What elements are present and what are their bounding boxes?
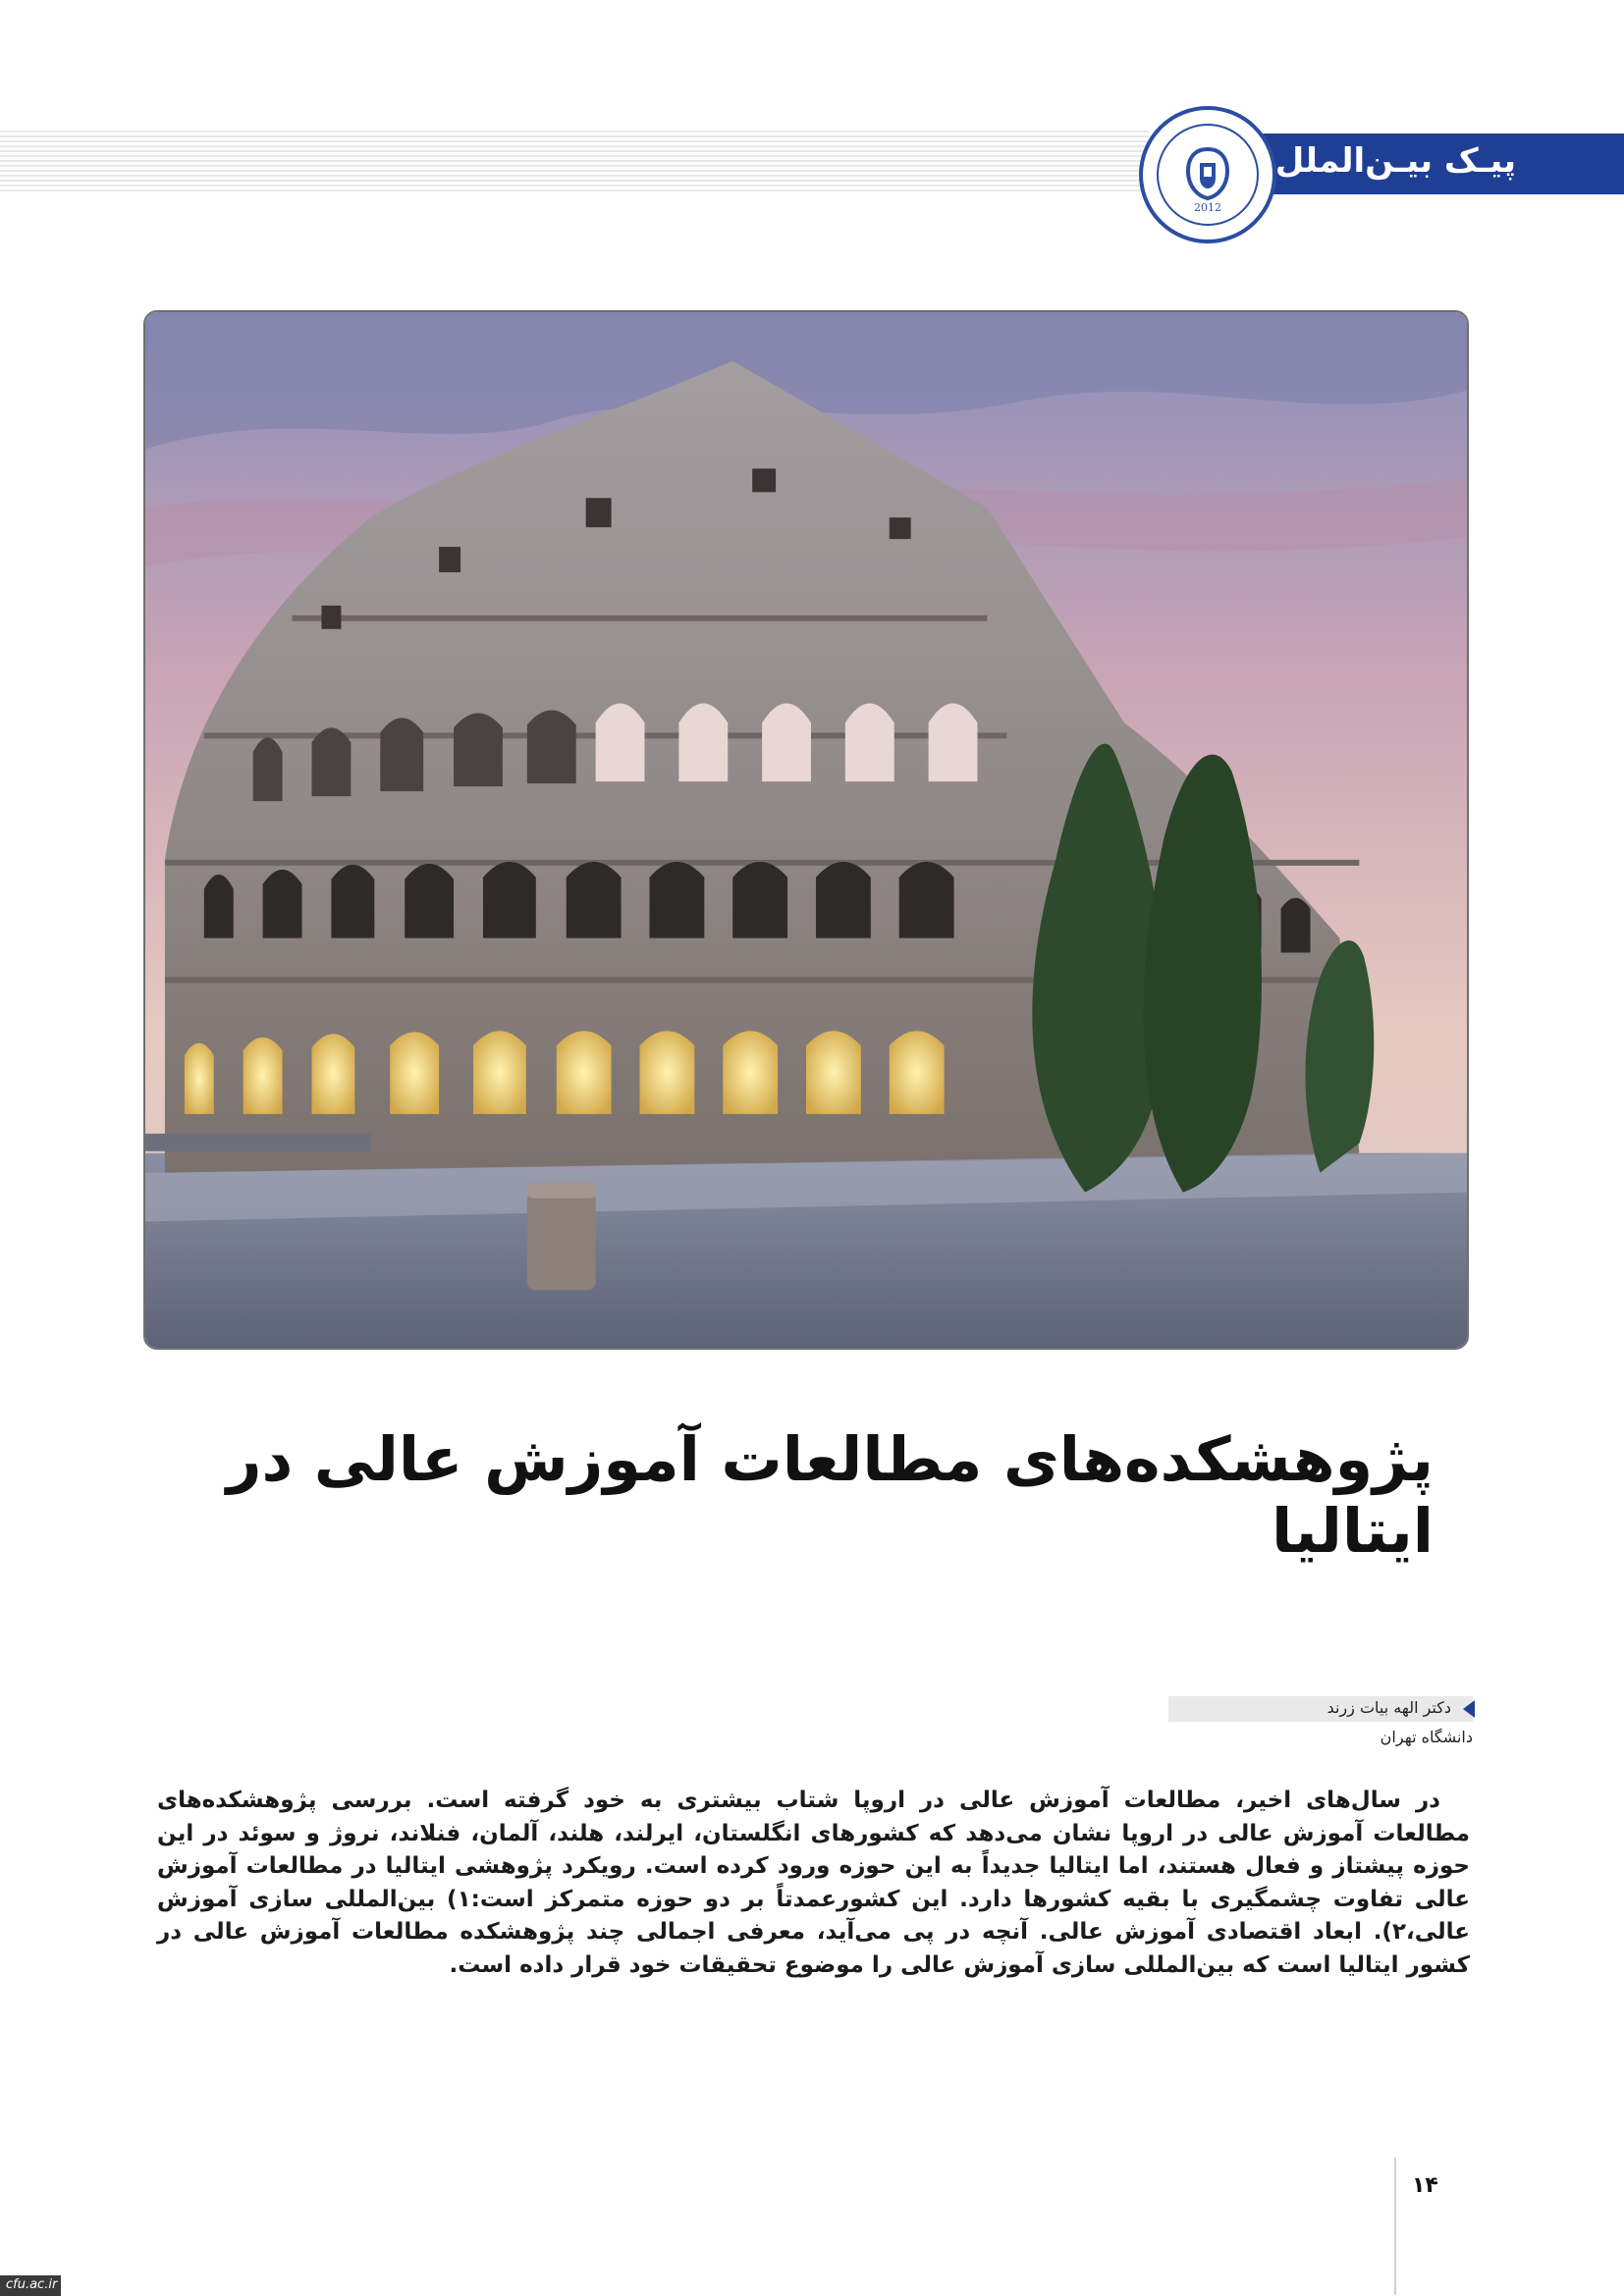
author-marker-icon [1463,1700,1475,1718]
logo-inner-ring [1157,124,1259,226]
author-affiliation: دانشگاه تهران [1380,1728,1473,1746]
university-logo [1139,106,1276,243]
corner-tab [0,2275,61,2296]
page-number: ۱۴ [1412,2173,1438,2198]
corner-label: cfu.ac.ir [6,2277,58,2292]
page-number-rule [1394,2158,1396,2295]
author-name: دکتر الهه بیات زرند [1326,1698,1451,1717]
logo-year: 2012 [1194,201,1221,214]
university-emblem-icon [1182,145,1233,202]
section-header-bar [1247,133,1624,194]
author-box [1168,1696,1473,1722]
article-body: در سال‌های اخیر، مطالعات آموزش عالی در اروپا شتاب بیشتری به خود گرفته است. بررسی پژوهشکده‌های مطالعات آموزش عالی در اروپا نشان می‌دهد که کشورهای انگلستان، ایرلند، هلند، آلمان، فنلاند، نروژ و سوئد در این حوزه پیشتاز و فعال هستند، اما ایتالیا جدیداً به این حوزه ورود کرده است. رویکرد پژوهشی ایتالیا در مطالعات آموزش عالی تفاوت چشمگیری با بقیه کشورها دارد. این کشورعمدتاً بر دو حوزه متمرکز است:۱) بین‌المللی سازی آموزش عالی،۲). ابعاد اقتصادی آموزش عالی. آنچه در پی می‌آید، معرفی اجمالی چند پژوهشکده مطالعات آموزش عالی در کشور ایتالیا است که بین‌المللی سازی آموزش عالی را موضوع تحقیقات خود قرار داده است. [157,1788,1471,1978]
section-title: پیـک بیـن‌الملل [1274,141,1516,181]
photo-colosseum [143,310,1469,1350]
header-stripes [0,131,1149,193]
colosseum-illustration [145,312,1467,1348]
article-title: پژوهشکده‌های مطالعات آموزش عالی در ایتالیا [226,1423,1434,1567]
